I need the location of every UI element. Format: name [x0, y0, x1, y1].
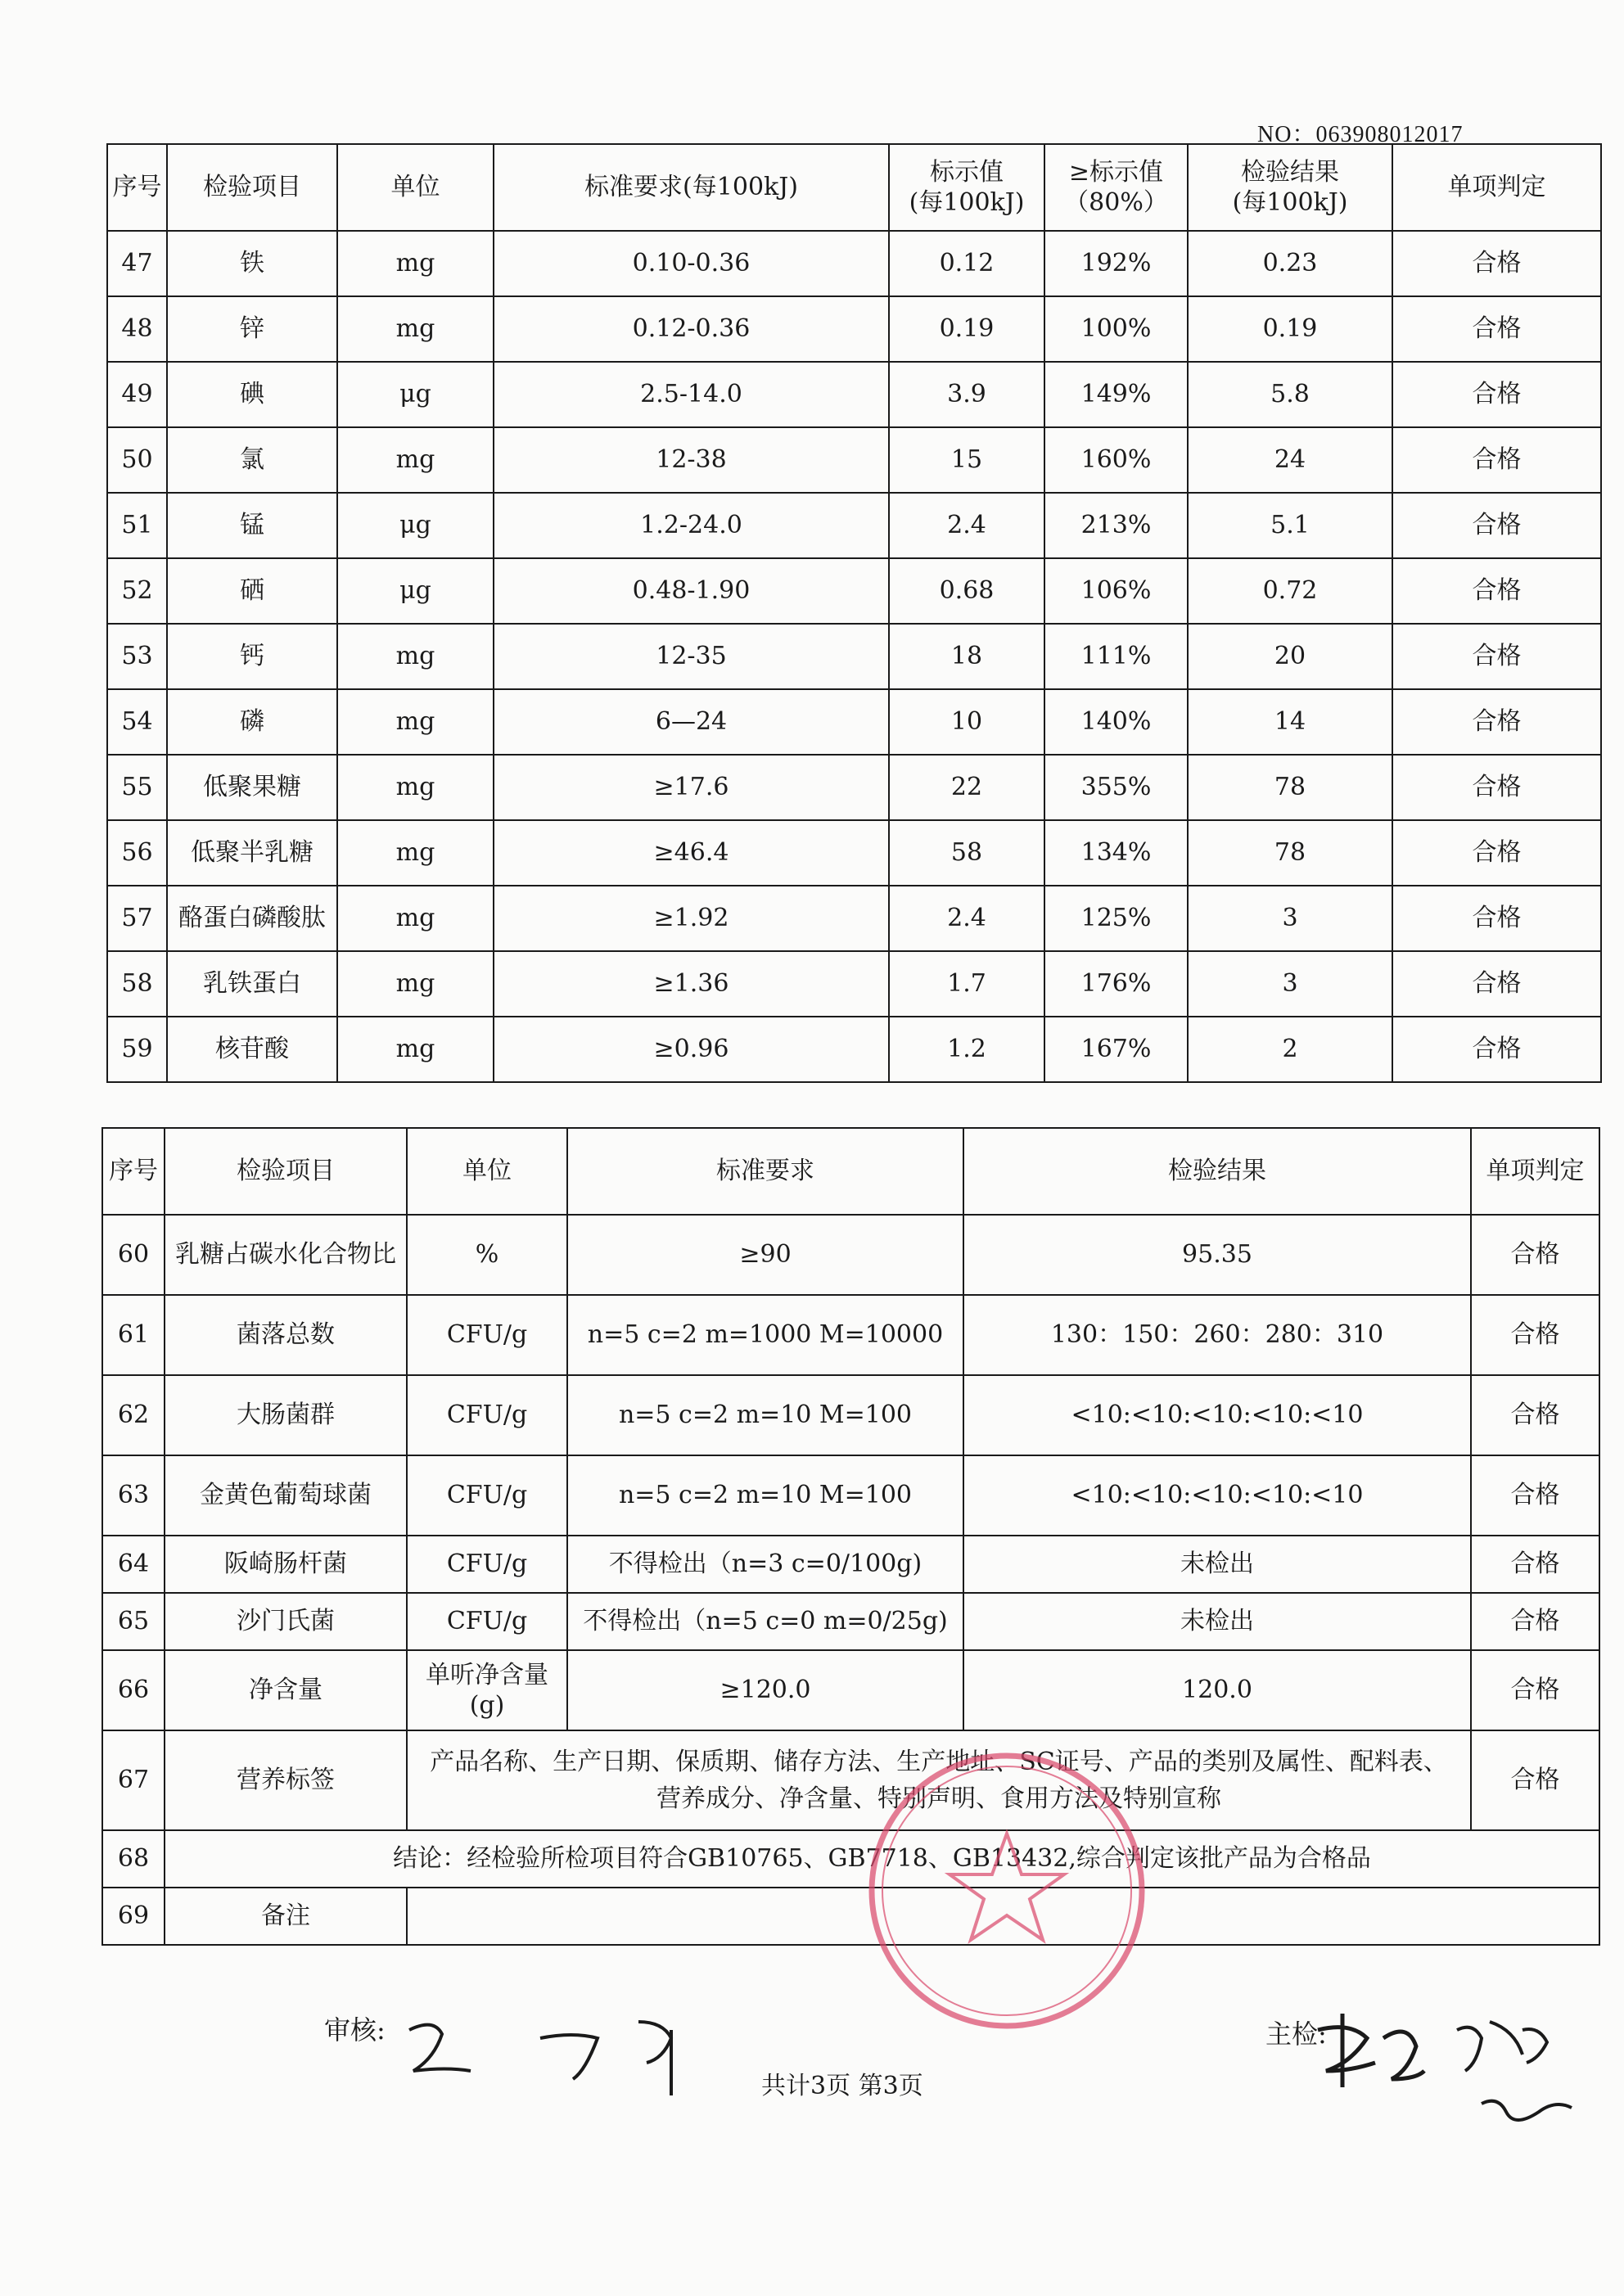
table-row — [102, 1295, 1599, 1375]
reviewer-signature-icon — [401, 1997, 729, 2104]
inspector-signature-icon — [1310, 1997, 1604, 2145]
table-cell: 合格 — [1471, 1730, 1599, 1830]
table-row — [107, 362, 1601, 427]
table-cell: 18 — [889, 624, 1044, 689]
table-cell: 合格 — [1471, 1215, 1599, 1295]
table-cell: 合格 — [1471, 1375, 1599, 1455]
table-cell: 50 — [107, 427, 167, 493]
table-row — [102, 1830, 1599, 1888]
table-cell: 合格 — [1392, 493, 1601, 558]
table-cell: ≥1.36 — [494, 951, 889, 1017]
table-cell: 54 — [107, 689, 167, 755]
table-cell: 单听净含量(g) — [407, 1650, 567, 1730]
micro-header-cell: 序号 — [102, 1128, 165, 1215]
seal-stamp-icon — [859, 1743, 1154, 2038]
micro-table-header — [102, 1128, 1599, 1215]
table-cell: 2.5-14.0 — [494, 362, 889, 427]
table-cell: 106% — [1044, 558, 1188, 624]
table-cell: 合格 — [1392, 296, 1601, 362]
table-row — [107, 231, 1601, 296]
table-cell: 0.48-1.90 — [494, 558, 889, 624]
table-cell: 不得检出（n=3 c=0/100g) — [567, 1536, 963, 1593]
table-cell: 合格 — [1392, 886, 1601, 951]
nutrient-header-cell: 单项判定 — [1392, 144, 1601, 231]
table-cell: CFU/g — [407, 1536, 567, 1593]
micro-header-cell: 单项判定 — [1471, 1128, 1599, 1215]
table-cell: 未检出 — [963, 1593, 1471, 1650]
table-cell: 63 — [102, 1455, 165, 1536]
table-cell: 3.9 — [889, 362, 1044, 427]
table-cell: <10:<10:<10:<10:<10 — [963, 1375, 1471, 1455]
table-cell: 合格 — [1392, 1017, 1601, 1082]
nutrient-header-cell: ≥标示值 （80%） — [1044, 144, 1188, 231]
table-cell: 合格 — [1392, 755, 1601, 820]
table-cell: 合格 — [1471, 1295, 1599, 1375]
nutrient-header-cell: 标准要求(每100kJ) — [494, 144, 889, 231]
table-cell: 合格 — [1392, 951, 1601, 1017]
review-label: 审核: — [324, 2014, 386, 2046]
table-cell: 12-35 — [494, 624, 889, 689]
table-cell: 产品名称、生产日期、保质期、储存方法、生产地址、SC证号、产品的类别及属性、配料表、营养成分、净含量、特别声明、食用方法及特别宣称 — [407, 1730, 1471, 1830]
table-cell: 24 — [1188, 427, 1392, 493]
table-cell: ≥90 — [567, 1215, 963, 1295]
table-cell: mg — [337, 886, 494, 951]
table-cell: 6—24 — [494, 689, 889, 755]
table-row — [102, 1650, 1599, 1730]
table-cell: 0.12-0.36 — [494, 296, 889, 362]
table-row — [107, 296, 1601, 362]
table-cell: 大肠菌群 — [165, 1375, 407, 1455]
table-cell: 66 — [102, 1650, 165, 1730]
table-cell: 合格 — [1392, 689, 1601, 755]
table-cell: 合格 — [1392, 231, 1601, 296]
table-cell: n=5 c=2 m=10 M=100 — [567, 1455, 963, 1536]
table-cell: 49 — [107, 362, 167, 427]
table-row — [107, 1017, 1601, 1082]
table-cell: n=5 c=2 m=1000 M=10000 — [567, 1295, 963, 1375]
table-cell: 酪蛋白磷酸肽 — [167, 886, 337, 951]
table-cell: 乳铁蛋白 — [167, 951, 337, 1017]
table-cell: 12-38 — [494, 427, 889, 493]
table-row — [102, 1455, 1599, 1536]
table-cell: 213% — [1044, 493, 1188, 558]
table-cell: 176% — [1044, 951, 1188, 1017]
table-row — [102, 1375, 1599, 1455]
table-cell: 14 — [1188, 689, 1392, 755]
table-cell: 金黄色葡萄球菌 — [165, 1455, 407, 1536]
table-cell: 3 — [1188, 886, 1392, 951]
table-cell: 锰 — [167, 493, 337, 558]
table-cell: 51 — [107, 493, 167, 558]
table-cell: 64 — [102, 1536, 165, 1593]
nutrient-table-header — [107, 144, 1601, 231]
table-cell: 核苷酸 — [167, 1017, 337, 1082]
table-cell: 5.8 — [1188, 362, 1392, 427]
table-row — [102, 1730, 1599, 1830]
table-row — [107, 755, 1601, 820]
nutrient-header-cell: 检验结果 (每100kJ) — [1188, 144, 1392, 231]
table-cell: 20 — [1188, 624, 1392, 689]
table-cell: 22 — [889, 755, 1044, 820]
table-row — [107, 427, 1601, 493]
table-cell: mg — [337, 624, 494, 689]
table-cell: 111% — [1044, 624, 1188, 689]
table-cell: 53 — [107, 624, 167, 689]
table-row — [107, 886, 1601, 951]
micro-table — [102, 1127, 1600, 1946]
micro-header-cell: 检验结果 — [963, 1128, 1471, 1215]
table-cell: 合格 — [1471, 1650, 1599, 1730]
table-cell: ≥46.4 — [494, 820, 889, 886]
table-cell: CFU/g — [407, 1295, 567, 1375]
table-cell: mg — [337, 231, 494, 296]
table-row — [102, 1536, 1599, 1593]
table-cell: 氯 — [167, 427, 337, 493]
table-row — [102, 1888, 1599, 1945]
nutrient-header-cell: 检验项目 — [167, 144, 337, 231]
table-cell: 58 — [107, 951, 167, 1017]
table-cell: 1.7 — [889, 951, 1044, 1017]
table-cell: 69 — [102, 1888, 165, 1945]
table-cell: 167% — [1044, 1017, 1188, 1082]
table-cell: μg — [337, 362, 494, 427]
table-cell: 60 — [102, 1215, 165, 1295]
table-cell: 菌落总数 — [165, 1295, 407, 1375]
table-cell: 58 — [889, 820, 1044, 886]
table-cell: ≥0.96 — [494, 1017, 889, 1082]
table-cell: 硒 — [167, 558, 337, 624]
table-cell: 140% — [1044, 689, 1188, 755]
table-cell: 净含量 — [165, 1650, 407, 1730]
table-cell: 1.2-24.0 — [494, 493, 889, 558]
table-cell: 合格 — [1392, 427, 1601, 493]
table-cell: 2.4 — [889, 886, 1044, 951]
table-cell: 锌 — [167, 296, 337, 362]
table-cell: % — [407, 1215, 567, 1295]
table-cell: 合格 — [1392, 820, 1601, 886]
table-cell: 100% — [1044, 296, 1188, 362]
table-cell: 不得检出（n=5 c=0 m=0/25g) — [567, 1593, 963, 1650]
table-cell: mg — [337, 820, 494, 886]
table-cell: 134% — [1044, 820, 1188, 886]
table-cell: 192% — [1044, 231, 1188, 296]
table-cell: 3 — [1188, 951, 1392, 1017]
table-cell: 磷 — [167, 689, 337, 755]
table-cell: 钙 — [167, 624, 337, 689]
table-cell: 0.19 — [889, 296, 1044, 362]
table-cell: 碘 — [167, 362, 337, 427]
table-cell: 0.10-0.36 — [494, 231, 889, 296]
table-cell: 合格 — [1392, 558, 1601, 624]
table-cell: 78 — [1188, 755, 1392, 820]
table-cell: 65 — [102, 1593, 165, 1650]
table-cell: 0.72 — [1188, 558, 1392, 624]
micro-header-cell: 检验项目 — [165, 1128, 407, 1215]
table-cell: 合格 — [1392, 362, 1601, 427]
table-cell: 阪崎肠杆菌 — [165, 1536, 407, 1593]
remarks-label: 备注 — [165, 1888, 407, 1945]
table-row — [107, 624, 1601, 689]
table-cell: <10:<10:<10:<10:<10 — [963, 1455, 1471, 1536]
table-cell: ≥17.6 — [494, 755, 889, 820]
table-row — [107, 558, 1601, 624]
table-cell: 0.68 — [889, 558, 1044, 624]
table-cell: 57 — [107, 886, 167, 951]
table-cell: 低聚半乳糖 — [167, 820, 337, 886]
table-row — [107, 689, 1601, 755]
table-cell: 低聚果糖 — [167, 755, 337, 820]
nutrient-header-cell: 序号 — [107, 144, 167, 231]
table-cell: 2.4 — [889, 493, 1044, 558]
nutrient-header-cell: 单位 — [337, 144, 494, 231]
nutrient-header-cell: 标示值 (每100kJ) — [889, 144, 1044, 231]
micro-header-cell: 标准要求 — [567, 1128, 963, 1215]
table-cell: 95.35 — [963, 1215, 1471, 1295]
table-cell: μg — [337, 558, 494, 624]
table-cell: 1.2 — [889, 1017, 1044, 1082]
table-row — [107, 493, 1601, 558]
table-cell: CFU/g — [407, 1593, 567, 1650]
table-cell: 149% — [1044, 362, 1188, 427]
table-row — [107, 820, 1601, 886]
table-cell: 61 — [102, 1295, 165, 1375]
table-row — [102, 1215, 1599, 1295]
table-cell: 62 — [102, 1375, 165, 1455]
table-cell: 未检出 — [963, 1536, 1471, 1593]
table-cell: mg — [337, 1017, 494, 1082]
table-cell: CFU/g — [407, 1455, 567, 1536]
table-row — [107, 951, 1601, 1017]
table-cell: 67 — [102, 1730, 165, 1830]
report-number: NO：063908012017 — [1257, 122, 1464, 147]
table-cell: mg — [337, 689, 494, 755]
table-cell: n=5 c=2 m=10 M=100 — [567, 1375, 963, 1455]
table-cell: 营养标签 — [165, 1730, 407, 1830]
table-cell: 乳糖占碳水化合物比 — [165, 1215, 407, 1295]
table-cell: mg — [337, 296, 494, 362]
nutrient-table — [106, 143, 1602, 1083]
table-cell: 52 — [107, 558, 167, 624]
table-cell: 15 — [889, 427, 1044, 493]
table-cell: 0.12 — [889, 231, 1044, 296]
table-cell: 130：150：260：280：310 — [963, 1295, 1471, 1375]
table-cell: 59 — [107, 1017, 167, 1082]
table-cell: 0.19 — [1188, 296, 1392, 362]
table-cell: 2 — [1188, 1017, 1392, 1082]
table-cell: 10 — [889, 689, 1044, 755]
table-cell: 合格 — [1392, 624, 1601, 689]
page-footer: 共计3页 第3页 — [761, 2072, 923, 2100]
table-cell: μg — [337, 493, 494, 558]
table-cell: 47 — [107, 231, 167, 296]
table-cell: 355% — [1044, 755, 1188, 820]
table-cell: 沙门氏菌 — [165, 1593, 407, 1650]
table-cell: 160% — [1044, 427, 1188, 493]
table-cell: 铁 — [167, 231, 337, 296]
table-cell: 78 — [1188, 820, 1392, 886]
table-cell: mg — [337, 427, 494, 493]
table-cell: 56 — [107, 820, 167, 886]
table-cell: 合格 — [1471, 1455, 1599, 1536]
table-row — [102, 1593, 1599, 1650]
table-cell: 5.1 — [1188, 493, 1392, 558]
table-cell: 125% — [1044, 886, 1188, 951]
table-cell: 0.23 — [1188, 231, 1392, 296]
table-cell: ≥120.0 — [567, 1650, 963, 1730]
micro-header-cell: 单位 — [407, 1128, 567, 1215]
table-cell: 55 — [107, 755, 167, 820]
conclusion-text: 结论：经检验所检项目符合GB10765、GB7718、GB13432,综合判定该批产品为合格品 — [165, 1830, 1599, 1888]
table-cell: 120.0 — [963, 1650, 1471, 1730]
inspector-label: 主检: — [1265, 2019, 1327, 2050]
table-cell: mg — [337, 755, 494, 820]
table-cell: 68 — [102, 1830, 165, 1888]
table-cell: 合格 — [1471, 1536, 1599, 1593]
table-cell: 48 — [107, 296, 167, 362]
table-cell: CFU/g — [407, 1375, 567, 1455]
table-cell: ≥1.92 — [494, 886, 889, 951]
table-cell: 合格 — [1471, 1593, 1599, 1650]
table-cell: mg — [337, 951, 494, 1017]
